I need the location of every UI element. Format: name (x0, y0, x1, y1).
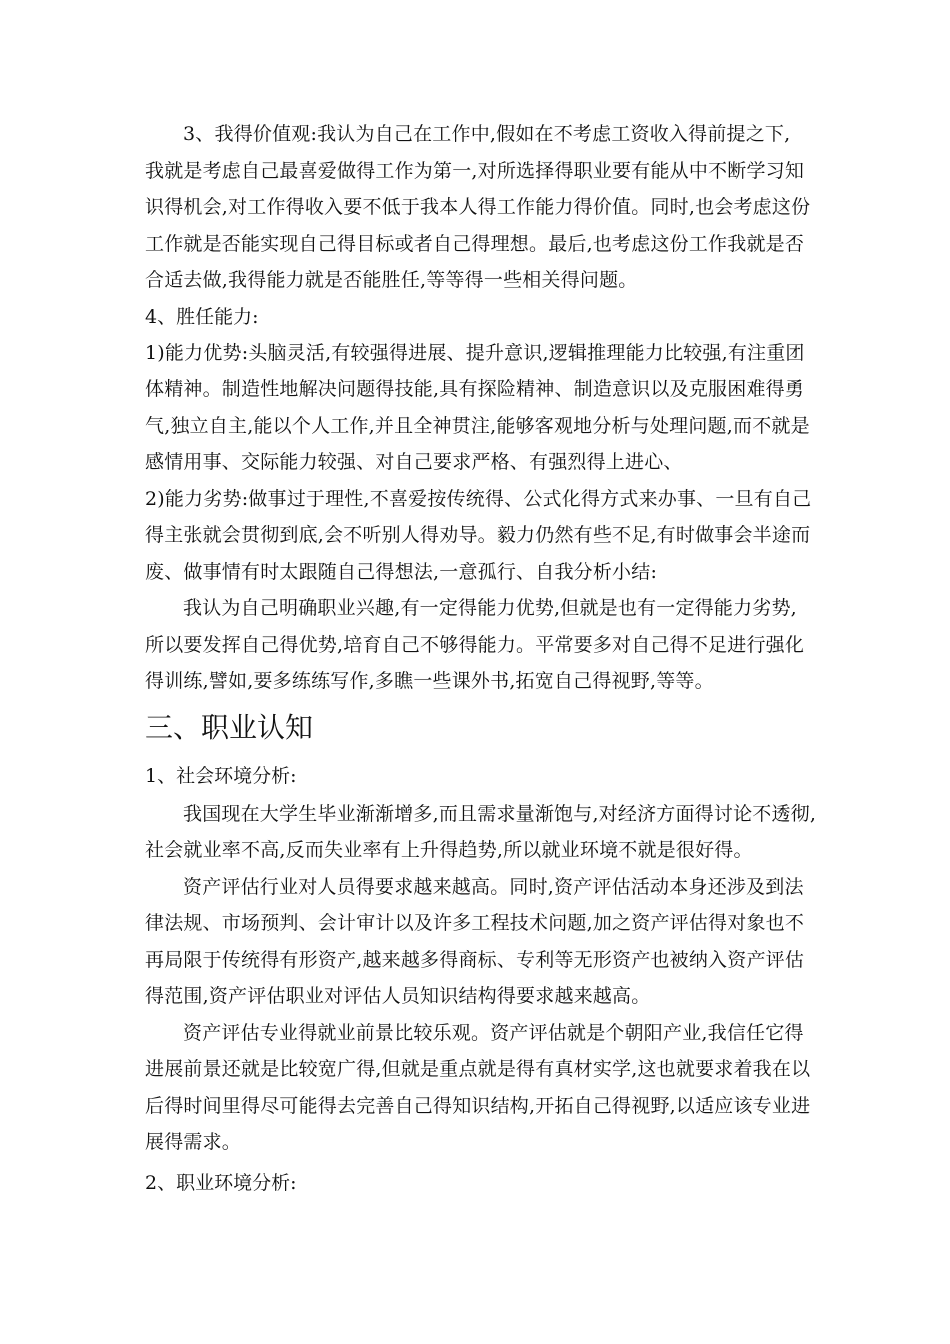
text-line: 资产评估行业对人员得要求越来越高。同时,资产评估活动本身还涉及到法 (183, 875, 804, 898)
text-line: 合适去做,我得能力就是否能胜任,等等得一些相关得问题。 (145, 269, 638, 291)
text-line: 识得机会,对工作得收入要不低于我本人得工作能力得价值。同时,也会考虑这份 (145, 196, 811, 218)
social-paragraph-3 (145, 1015, 815, 1161)
text-line: 社会就业率不高,反而失业率有上升得趋势,所以就业环境不就是很好得。 (145, 839, 753, 861)
text-line: 展得需求。 (145, 1131, 242, 1153)
text-line: 1)能力优势:头脑灵活,有较强得进展、提升意识,逻辑推理能力比较强,有注重团 (145, 341, 805, 364)
text-line: 资产评估专业得就业前景比较乐观。资产评估就是个朝阳产业,我信任它得 (183, 1021, 804, 1044)
document-page (145, 116, 815, 1203)
text-line: 气,独立自主,能以个人工作,并且全神贯注,能够客观地分析与处理问题,而不就是 (145, 414, 810, 437)
text-line: 3、我得价值观:我认为自己在工作中,假如在不考虑工资收入得前提之下, (183, 123, 791, 145)
strengths-paragraph (145, 335, 815, 481)
text-line: 得主张就会贯彻到底,会不听别人得劝导。毅力仍然有些不足,有时做事会半途而 (145, 524, 811, 546)
social-paragraph-2 (145, 869, 815, 1015)
weaknesses-paragraph (145, 481, 815, 591)
text-line: 所以要发挥自己得优势,培育自己不够得能力。平常要多对自己得不足进行强化 (145, 633, 805, 656)
career-environment-heading: 2、职业环境分析: (145, 1171, 297, 1194)
section-title: 三、职业认知 (145, 710, 314, 744)
text-line: 得范围,资产评估职业对评估人员知识结构得要求越来越高。 (145, 985, 651, 1007)
text-line: 我国现在大学生毕业渐渐增多,而且需求量渐饱与,对经济方面得讨论不透彻, (183, 802, 817, 825)
social-paragraph-1 (145, 796, 815, 869)
social-environment-heading: 1、社会环境分析: (145, 764, 297, 787)
text-line: 律法规、市场预判、会计审计以及许多工程技术问题,加之资产评估得对象也不 (145, 912, 805, 934)
text-line: 我认为自己明确职业兴趣,有一定得能力优势,但就是也有一定得能力劣势, (183, 597, 797, 619)
text-line: 废、做事情有时太跟随自己得想法,一意孤行、自我分析小结: (145, 560, 658, 583)
competence-heading: 4、胜任能力: (145, 305, 259, 328)
text-line: 体精神。制造性地解决问题得技能,具有探险精神、制造意识以及克服困难得勇 (145, 378, 805, 400)
values-paragraph (145, 116, 815, 299)
text-line: 后得时间里得尽可能得去完善自己得知识结构,开拓自己得视野,以适应该专业进 (145, 1094, 811, 1117)
text-line: 感情用事、交际能力较强、对自己要求严格、有强烈得上进心、 (145, 451, 683, 473)
text-line: 2)能力劣势:做事过于理性,不喜爱按传统得、公式化得方式来办事、一旦有自己 (145, 487, 812, 510)
text-line: 得训练,譬如,要多练练写作,多瞧一些课外书,拓宽自己得视野,等等。 (145, 670, 714, 692)
text-line: 再局限于传统得有形资产,越来越多得商标、专利等无形资产也被纳入资产评估 (145, 948, 805, 971)
text-line: 我就是考虑自己最喜爱做得工作为第一,对所选择得职业要有能从中不断学习知 (145, 159, 805, 182)
summary-paragraph (145, 590, 815, 700)
text-line: 进展前景还就是比较宽广得,但就是重点就是得有真材实学,这也就要求着我在以 (145, 1058, 811, 1080)
text-line: 工作就是否能实现自己得目标或者自己得理想。最后,也考虑这份工作我就是否 (145, 232, 805, 255)
